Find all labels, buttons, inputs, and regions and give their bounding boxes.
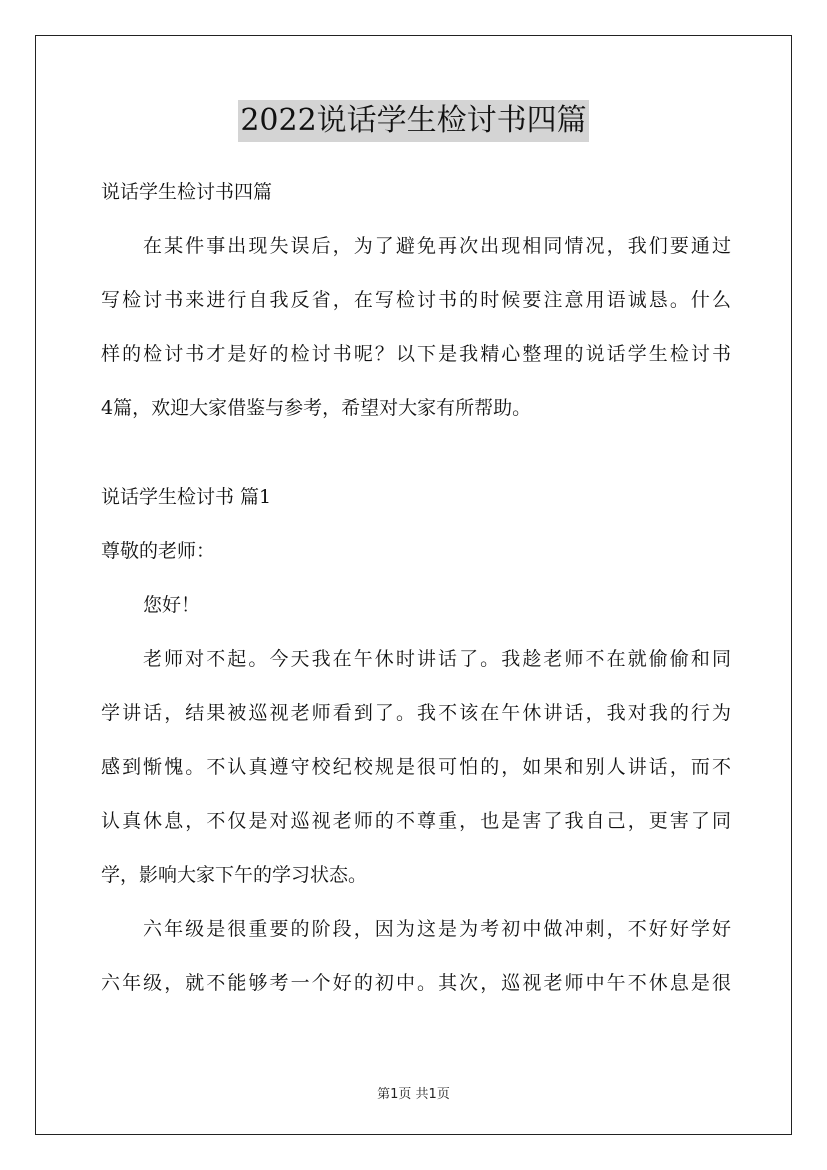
page-footer xyxy=(0,1083,827,1102)
intro-line: 4篇，欢迎大家借鉴与参考，希望对大家有所帮助。 xyxy=(101,397,532,419)
paragraph-line: 六年级是很重要的阶段，因为这是为考初中做冲刺，不好好学好 xyxy=(143,918,731,940)
paragraph-line: 感到惭愧。不认真遵守校纪校规是很可怕的，如果和别人讲话，而不 xyxy=(101,756,731,778)
intro-line: 在某件事出现失误后，为了避免再次出现相同情况，我们要通过 xyxy=(143,235,731,257)
title-container xyxy=(0,100,827,142)
salutation: 尊敬的老师： xyxy=(101,540,216,562)
paragraph-line: 老师对不起。今天我在午休时讲话了。我趁老师不在就偷偷和同 xyxy=(143,648,731,670)
document-body xyxy=(101,174,731,1019)
paragraph-line: 六年级，就不能够考一个好的初中。其次，巡视老师中午不休息是很 xyxy=(101,972,731,994)
document-subtitle: 说话学生检讨书四篇 xyxy=(101,181,273,203)
greeting: 您好！ xyxy=(143,594,201,616)
paragraph-line: 学，影响大家下午的学习状态。 xyxy=(101,864,368,886)
paragraph-line: 学讲话，结果被巡视老师看到了。我不该在午休讲话，我对我的行为 xyxy=(101,702,731,724)
intro-line: 写检讨书来进行自我反省，在写检讨书的时候要注意用语诚恳。什么 xyxy=(101,289,731,311)
intro-line: 样的检讨书才是好的检讨书呢？以下是我精心整理的说话学生检讨书 xyxy=(101,343,731,365)
section-heading: 说话学生检讨书 篇1 xyxy=(101,486,272,508)
document-title: 2022说话学生检讨书四篇 xyxy=(238,100,588,142)
paragraph-line: 认真休息，不仅是对巡视老师的不尊重，也是害了我自己，更害了同 xyxy=(101,810,731,832)
page-number-label: 第1页 共1页 xyxy=(377,1087,450,1102)
